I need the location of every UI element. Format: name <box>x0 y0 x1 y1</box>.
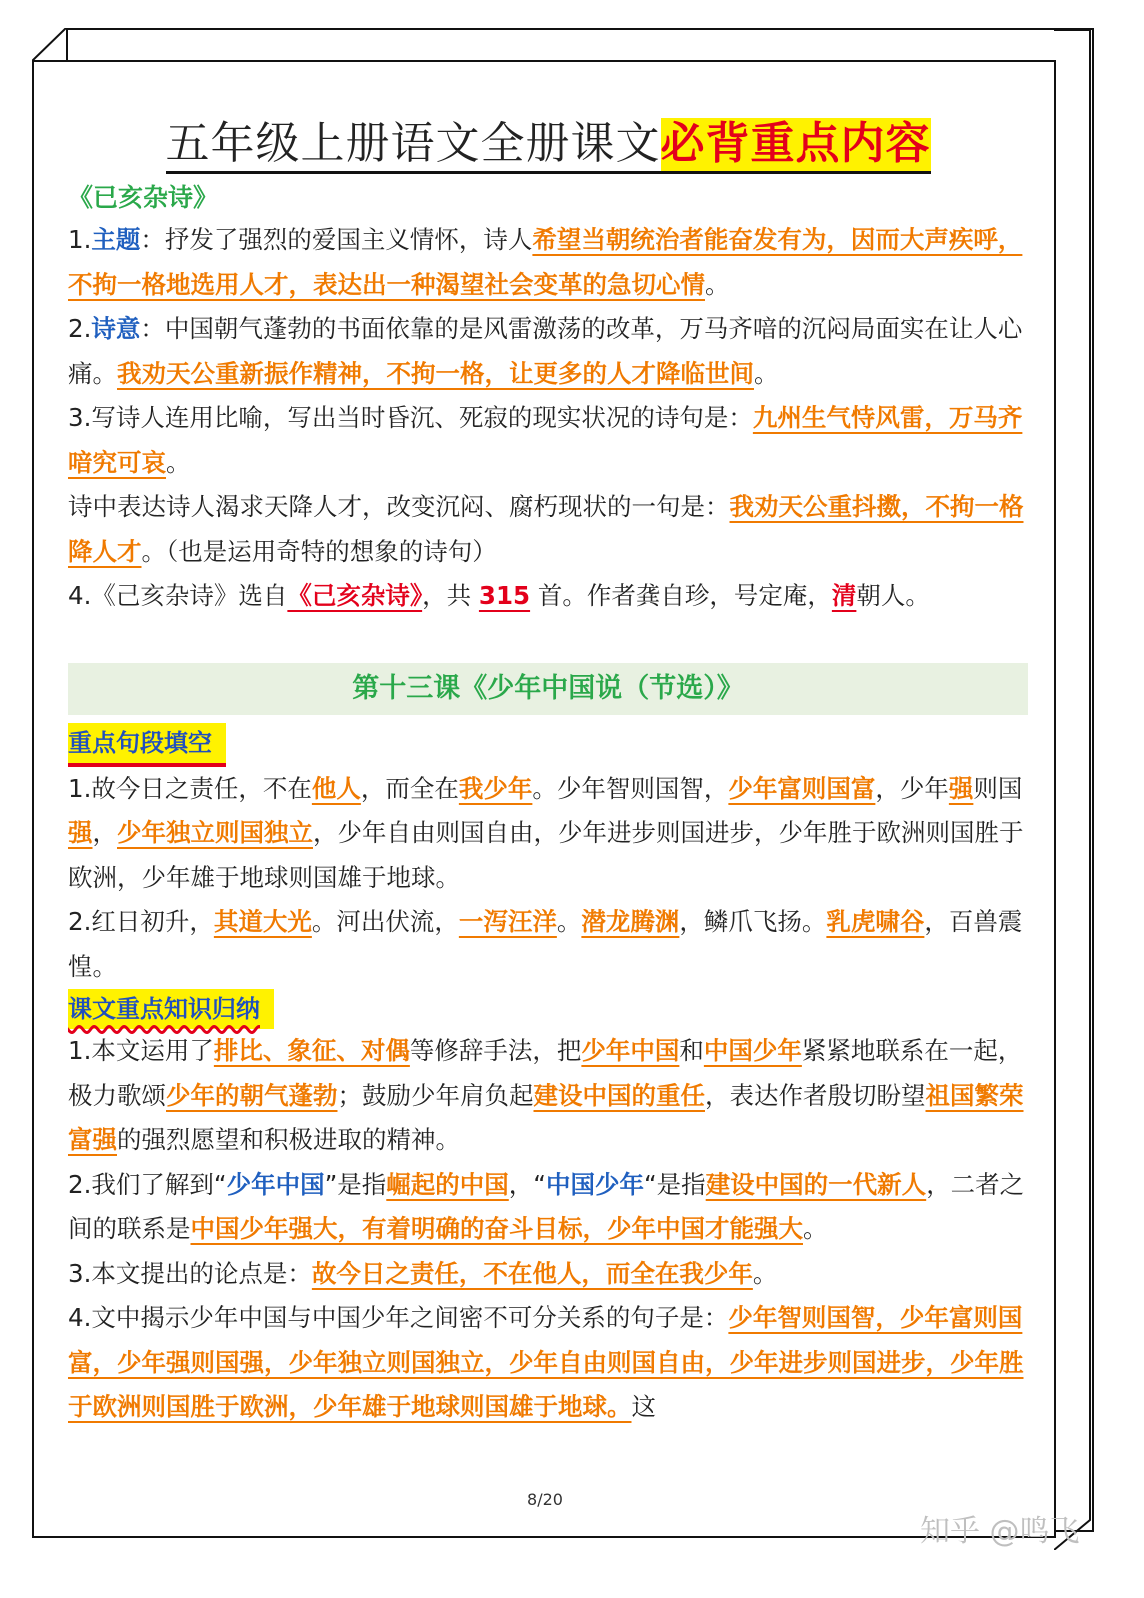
subheading-fill-blanks: 重点句段填空 <box>68 723 226 767</box>
poem-item-3: 3.写诗人连用比喻，写出当时昏沉、死寂的现实状况的诗句是：九州生气恃风雷，万马齐喑究可哀。 <box>68 403 1023 477</box>
document-content <box>68 112 1028 1430</box>
knowledge-item-1: 1.本文运用了排比、象征、对偶等修辞手法，把少年中国和中国少年紧紧地联系在一起，极力歌颂少年的朝气蓬勃；鼓励少年肩负起建设中国的重任，表达作者殷切盼望祖国繁荣富强的强烈愿望和积极进取的精神。 <box>68 1036 1024 1154</box>
subheading-key-knowledge: 课文重点知识归纳 <box>68 989 274 1029</box>
watermark: 知乎 @鸣飞 <box>920 1514 1080 1549</box>
answer: 希望当朝统治者能奋发有为，因而大声疾呼，不拘一格地选用人才，表达出一种渴望社会变革的急切心情 <box>68 225 1023 299</box>
poem-item-4: 4.《己亥杂诗》选自《己亥杂诗》，共 315 首。作者龚自珍，号定庵，清朝人。 <box>68 581 930 610</box>
title-highlight: 必背重点内容 <box>661 118 931 174</box>
knowledge-item-2: 2.我们了解到“少年中国”是指崛起的中国，“中国少年“是指建设中国的一代新人，二者之间的联系是中国少年强大，有着明确的奋斗目标，少年中国才能强大。 <box>68 1169 1025 1243</box>
answer: 我劝天公重抖擞，不拘一格降人才 <box>68 492 1024 566</box>
lesson-heading: 第十三课《少年中国说（节选）》 <box>68 663 1028 715</box>
frame-corner <box>32 28 72 62</box>
poem-title: 《已亥杂诗》 <box>68 183 219 212</box>
page-number: 8/20 <box>527 1490 563 1509</box>
red-answer: 《己亥杂诗》 <box>287 581 423 610</box>
poem-item-3b: 诗中表达诗人渴求天降人才，改变沉闷、腐朽现状的一句是：我劝天公重抖擞，不拘一格降人才。（也是运用奇特的想象的诗句） <box>68 492 1024 566</box>
poem-item-1: 1.主题：抒发了强烈的爱国主义情怀，诗人希望当朝统治者能奋发有为，因而大声疾呼，不拘一格地选用人才，表达出一种渴望社会变革的急切心情。 <box>68 225 1023 299</box>
answer: 我劝天公重新振作精神，不拘一格，让更多的人才降临世间 <box>117 358 754 388</box>
poem-item-2: 2.诗意：中国朝气蓬勃的书面依靠的是风雷激荡的改革，万马齐喑的沉闷局面实在让人心痛。我劝天公重新振作精神，不拘一格，让更多的人才降临世间。 <box>68 314 1023 388</box>
frame-side <box>1054 30 1094 1550</box>
red-answer: 清 <box>831 581 857 610</box>
key-label: 主题 <box>91 225 141 254</box>
page-title <box>68 112 1028 176</box>
knowledge-item-3: 3.本文提出的论点是：故今日之责任，不在他人，而全在我少年。 <box>68 1258 778 1288</box>
fill-item-2: 2.红日初升，其道大光。河出伏流，一泻汪洋。潜龙腾渊，鳞爪飞扬。乳虎啸谷，百兽震惶。 <box>68 907 1023 981</box>
answer: 九州生气恃风雷，万马齐喑究可哀 <box>68 403 1023 477</box>
knowledge-item-4: 4.文中揭示少年中国与中国少年之间密不可分关系的句子是：少年智则国智，少年富则国富，少年强则国强，少年独立则国独立，少年自由则国自由，少年进步则国进步，少年胜于欧洲则国胜于欧洲，少年雄于地球则国雄于地球。这 <box>68 1303 1024 1421</box>
red-answer: 315 <box>478 581 531 610</box>
fill-item-1: 1.故今日之责任，不在他人，而全在我少年。少年智则国智，少年富则国富，少年强则国强，少年独立则国独立，少年自由则国自由，少年进步则国进步，少年胜于欧洲则国胜于欧洲，少年雄于地球则国雄于地球。 <box>68 773 1024 892</box>
title-plain: 五年级上册语文全册课文 <box>166 118 661 174</box>
key-label: 诗意 <box>91 314 141 343</box>
